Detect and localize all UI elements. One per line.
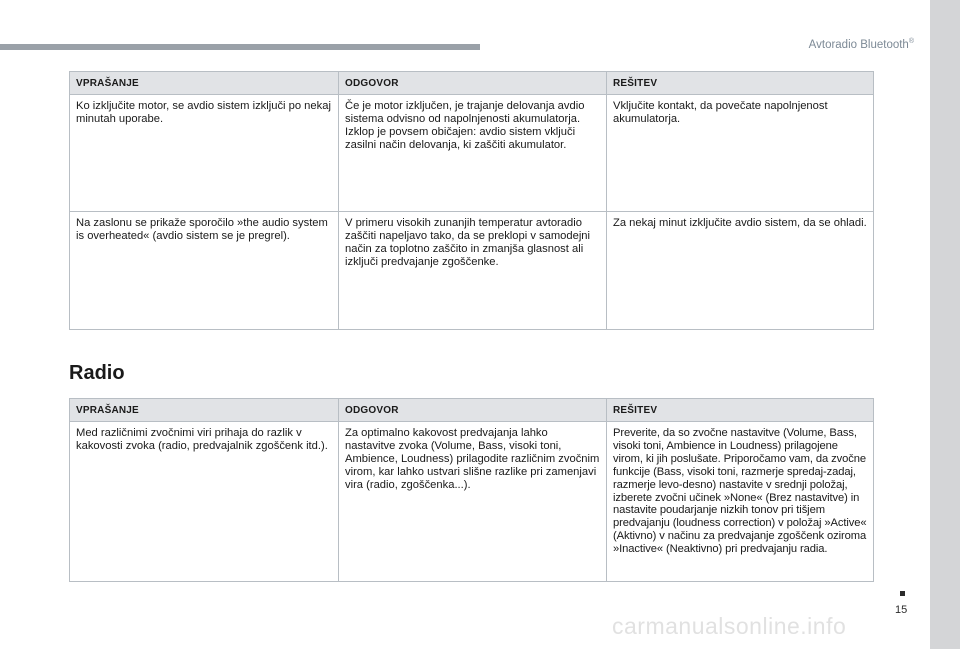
troubleshooting-table-radio: [69, 398, 874, 582]
page-header-title: [809, 38, 914, 51]
header-title-text: Avtoradio Bluetooth: [808, 38, 909, 51]
solution-cell: Preverite, da so zvočne nastavitve (Volume, Bass, visoki toni, Ambience in Loudness) prilagojene virom, ki jih poslušate. Priporočamo vam, da zvočne funkcije (Bass, visoki toni, razmerje spredaj-zadaj, razmerje levo-desno) nastavite v srednji položaj, izberete zvočni učinek »None« (Brez nastavitve) in nastavite poudarjanje nizkih tonov pri tišjem predvajanju (loudness correction) v položaj »Active« (Aktivno) v načinu za predvajanje zgoščenk oziroma »Inactive« (Neaktivno) pri predvajanju radia.: [607, 422, 874, 582]
registered-mark: ®: [908, 38, 914, 45]
table-row: [70, 212, 874, 330]
side-strip: [930, 0, 960, 649]
column-header-answer: ODGOVOR: [339, 72, 607, 95]
table-row: [70, 95, 874, 212]
column-header-solution: REŠITEV: [607, 399, 874, 422]
watermark-text: carmanualsonline.info: [612, 613, 847, 639]
page-number: 15: [895, 604, 908, 616]
column-header-solution: REŠITEV: [607, 72, 874, 95]
table-header-row: [70, 72, 874, 95]
answer-cell: Za optimalno kakovost predvajanja lahko nastavitve zvoka (Volume, Bass, visoki toni, Ambience, Loudness) prilagodite različnim zvočnim virom, kar lahko ustvari slišne razlike pri zamenjavi vira (radio, zgoščenka...).: [339, 422, 607, 582]
column-header-question: VPRAŠANJE: [70, 72, 339, 95]
section-heading-radio: Radio: [69, 362, 125, 384]
header-accent-bar: [0, 44, 480, 50]
answer-cell: Če je motor izključen, je trajanje delovanja avdio sistema odvisno od napolnjenosti akumulatorja. Izklop je povsem običajen: avdio sistem vključi zasilni način delovanja, ki zaščiti akumulator.: [339, 95, 607, 212]
troubleshooting-table-audio: [69, 71, 874, 330]
column-header-question: VPRAŠANJE: [70, 399, 339, 422]
solution-cell: Za nekaj minut izključite avdio sistem, da se ohladi.: [607, 212, 874, 330]
table-row: [70, 422, 874, 582]
question-cell: Ko izključite motor, se avdio sistem izključi po nekaj minutah uporabe.: [70, 95, 339, 212]
table-header-row: [70, 399, 874, 422]
answer-cell: V primeru visokih zunanjih temperatur avtoradio zaščiti napeljavo tako, da se preklopi v samodejni način za toplotno zaščito in zmanjša glasnost ali izključi predvajanje zgoščenke.: [339, 212, 607, 330]
question-cell: Na zaslonu se prikaže sporočilo »the audio system is overheated« (avdio sistem se je pregrel).: [70, 212, 339, 330]
question-cell: Med različnimi zvočnimi viri prihaja do razlik v kakovosti zvoka (radio, predvajalnik zgoščenk itd.).: [70, 422, 339, 582]
continuation-mark: [900, 591, 905, 596]
solution-cell: Vključite kontakt, da povečate napolnjenost akumulatorja.: [607, 95, 874, 212]
column-header-answer: ODGOVOR: [339, 399, 607, 422]
